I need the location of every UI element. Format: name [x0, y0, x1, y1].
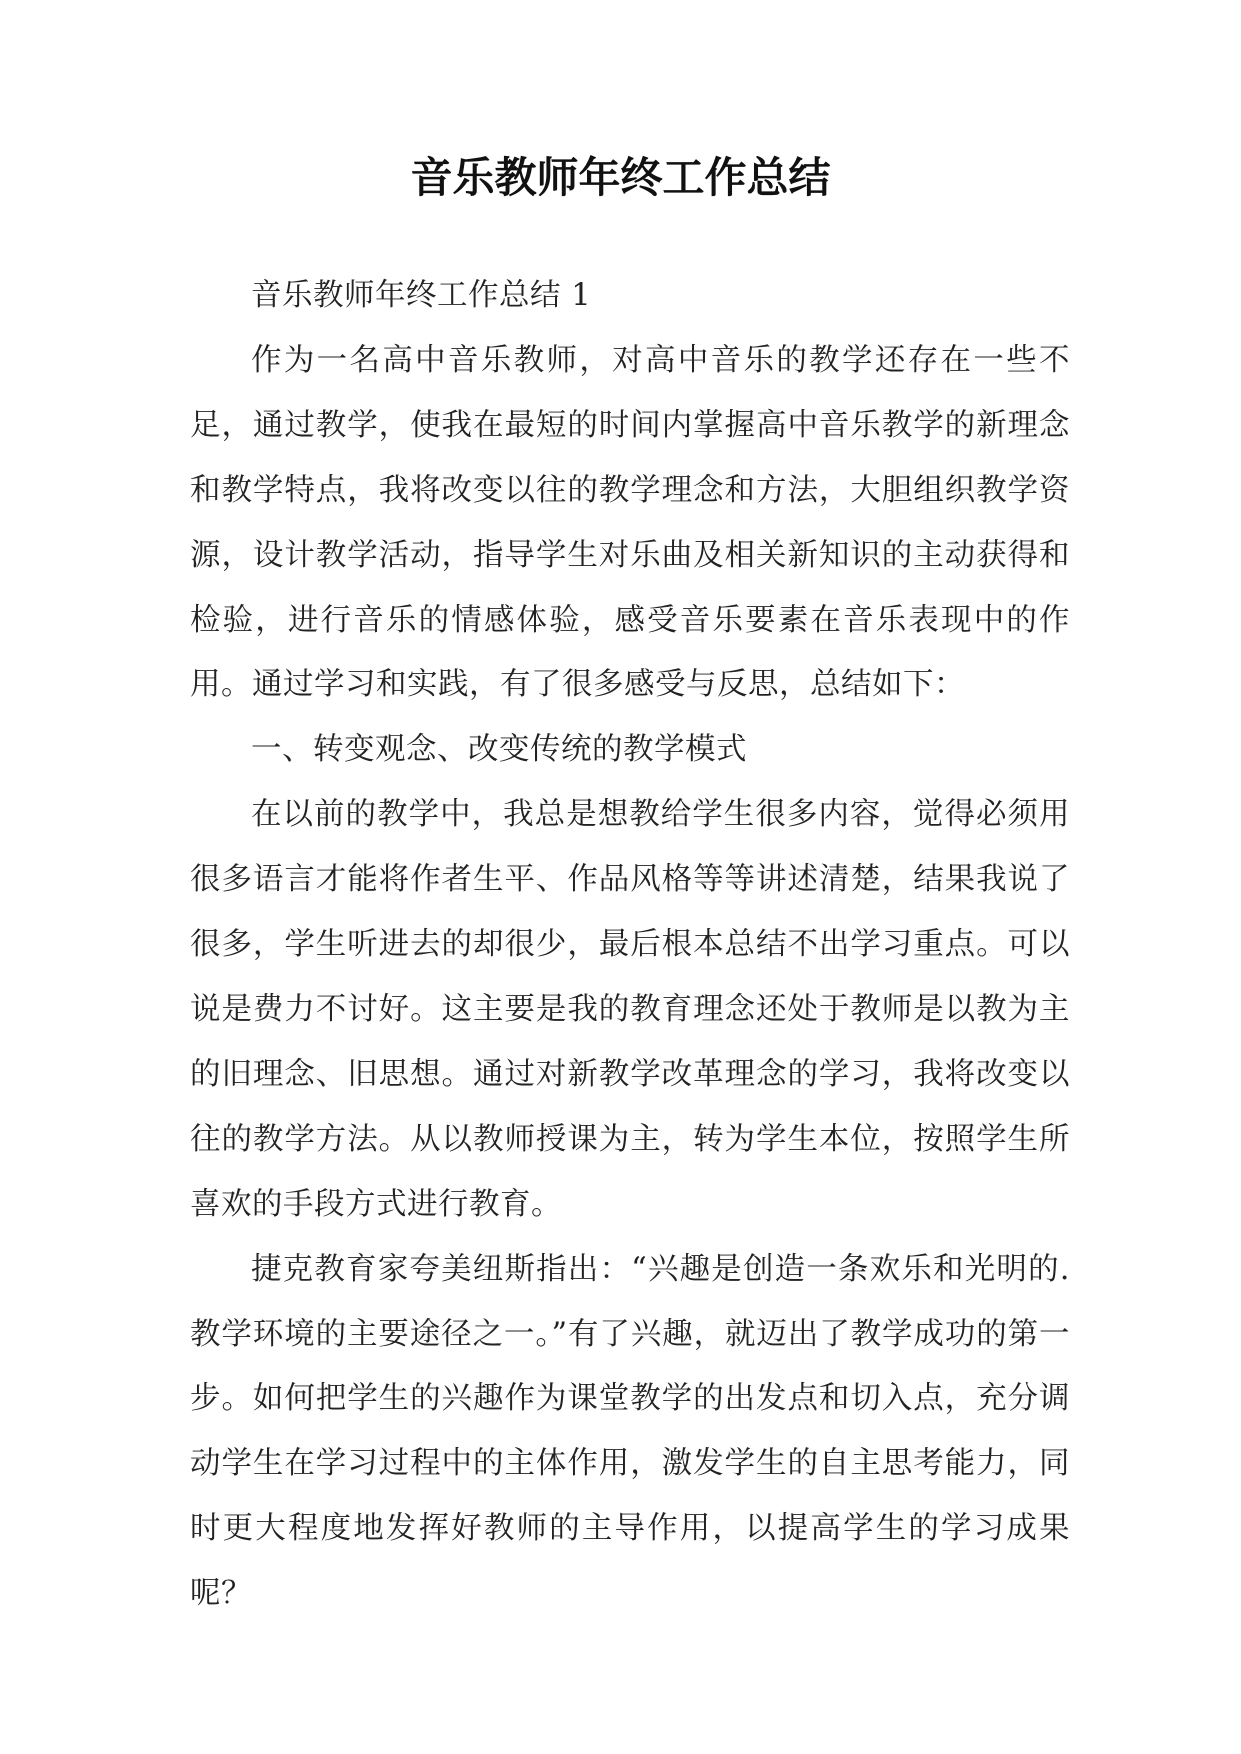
paragraph-3: 捷克教育家夸美纽斯指出：“兴趣是创造一条欢乐和光明的.教学环境的主要途径之一。”有了兴趣，就迈出了教学成功的第一步。如何把学生的兴趣作为课堂教学的出发点和切入点，充分调动学生在学习过程中的主体作用，激发学生的自主思考能力，同时更大程度地发挥好教师的主导作用，以提高学生的学习成果呢？: [190, 1251, 1070, 1612]
subheading-1: 一、转变观念、改变传统的教学模式: [251, 732, 747, 768]
document-body: [190, 264, 1070, 1627]
section-heading-1: 音乐教师年终工作总结 1: [251, 278, 592, 313]
document-title: 音乐教师年终工作总结: [410, 153, 831, 202]
paragraph-2: 在以前的教学中，我总是想教给学生很多内容，觉得必须用很多语言才能将作者生平、作品风格等等讲述清楚，结果我说了很多，学生听进去的却很少，最后根本总结不出学习重点。可以说是费力不讨好。这主要是我的教育理念还处于教师是以教为主的旧理念、旧思想。通过对新教学改革理念的学习，我将改变以往的教学方法。从以教师授课为主，转为学生本位，按照学生所喜欢的手段方式进行教育。: [190, 797, 1070, 1222]
paragraph-intro: 作为一名高中音乐教师，对高中音乐的教学还存在一些不足，通过教学，使我在最短的时间内掌握高中音乐教学的新理念和教学特点，我将改变以往的教学理念和方法，大胆组织教学资源，设计教学活动，指导学生对乐曲及相关新知识的主动获得和检验，进行音乐的情感体验，感受音乐要素在音乐表现中的作用。通过学习和实践，有了很多感受与反思，总结如下：: [190, 342, 1070, 703]
